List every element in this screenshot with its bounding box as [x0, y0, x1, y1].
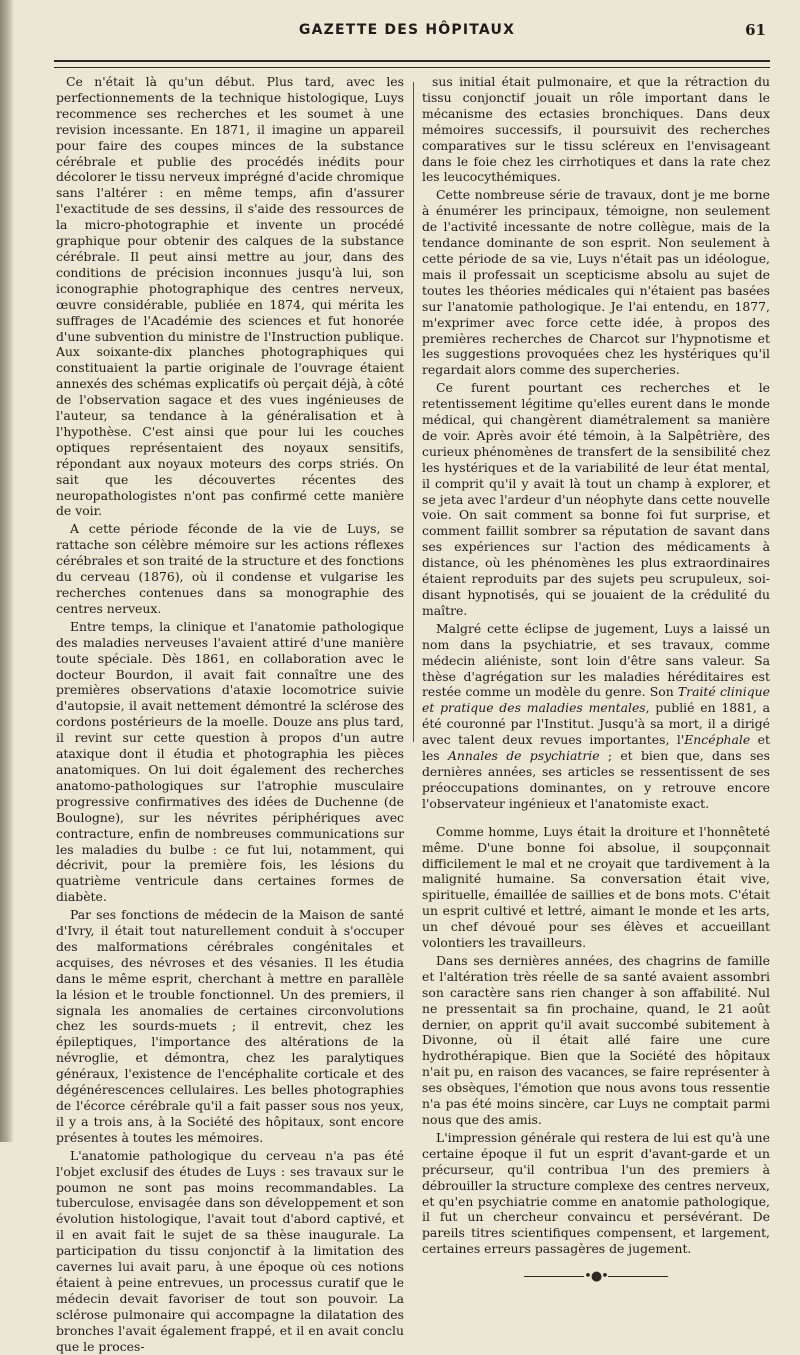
right-column: [422, 74, 770, 1285]
paragraph-gap: [422, 814, 770, 824]
paragraph: [422, 621, 770, 812]
paragraph: sus initial était pulmonaire, et que la rétraction du tissu conjonctif jouait un rôle important dans le mécanisme des ectasies bronchiques. Dans deux mémoires successifs, il poursuivit des recherches comparatives sur le tissu scléreux en l'envisageant dans le foie chez les cirrhotiques et dans la rate chez les leucocythémiques.: [422, 74, 770, 185]
header-rule: [54, 60, 770, 68]
page-header: [44, 18, 770, 48]
column-divider: [413, 82, 414, 742]
text-run: Malgré cette éclipse de jugement, Luys a laissé un nom dans la psychiatrie, et ses travaux, comme médecin aliéniste, sont loin d'être sans valeur. Sa thèse d'agrégation sur les maladies héréditaires est restée comme un modèle du genre. Son: [422, 620, 770, 700]
journal-name: Encéphale: [684, 732, 751, 748]
paragraph: Entre temps, la clinique et l'anatomie pathologique des maladies nerveuses l'avaient attiré d'une manière toute spéciale. Dès 1861, en collaboration avec le docteur Bourdon, il avait fait connaître une des premières observations d'ataxie locomotrice suivie d'autopsie, il avait nettement démontré la sclérose des cordons postérieurs de la moelle. Douze ans plus tard, il revint sur cette question à propos d'un autre ataxique dont il étudia et photographia les pièces anatomiques. On lui doit également des recherches anatomo-pathologiques sur l'atrophie musculaire progressive confirmatives des idées de Duchenne (de Boulogne), sur les névrites périphériques avec contracture, enfin de nombreuses communications sur les maladies du bulbe : ce fut lui, notamment, qui décrivit, pour la première fois, les lésions du quatrième ventricule dans certaines formes de diabète.: [56, 618, 404, 905]
left-column: [56, 74, 404, 1354]
page-binding-shadow: [0, 0, 14, 1142]
paragraph: Ce furent pourtant ces recherches et le retentissement légitime qu'elles eurent dans le monde médical, qui changèrent diamétralement sa manière de voir. Après avoir été témoin, à la Salpêtrière, des curieux phénomènes de transfert de la sensibilité chez les hystériques et de la variabilité de leur état mental, il comprit qu'il y avait là tout un champ à explorer, et se jeta avec l'ardeur d'un néophyte dans cette nouvelle voie. On sait comment sa bonne foi fut surprise, et comment faillit sombrer sa réputation de savant dans ses expériences sur l'action des médicaments à distance, où les phénomènes les plus extraordinaires étaient reproduits par des sujets peu scrupuleux, soi-disant hypnotisés, qui se jouaient de la crédulité du maître.: [422, 380, 770, 618]
paragraph: L'anatomie pathologique du cerveau n'a pas été l'objet exclusif des études de Luys : ses travaux sur le poumon ne sont pas moins recommandables. La tuberculose, envisagée dans son développement et son évolution histologique, l'avait tout d'abord captivé, et il en avait fait le sujet de sa thèse inaugurale. La participation du tissu conjonctif à la limitation des cavernes lui avait paru, à une époque où ces notions étaient à peine entrevues, un processus curatif que le médecin devait favoriser de tout son pouvoir. La sclérose pulmonaire qui accompagne la dilatation des bronches l'avait également frappé, et il en avait conclu que le proces-: [56, 1147, 404, 1354]
book-title: Traité clinique et pratique des maladies mentales: [422, 684, 770, 716]
paragraph: A cette période féconde de la vie de Luys, se rattache son célèbre mémoire sur les actions réflexes cérébrales et son traité de la structure et des fonctions du cerveau (1876), où il condense et vulgarise les recherches contenues dans sa monographie des centres nerveux.: [56, 521, 404, 616]
text-run: ; et bien que, dans ses dernières années, ses articles se ressentissent de ses préoccupations dominantes, on y retrouve encore l'observateur ingénieux et l'anatomiste exact.: [422, 748, 770, 811]
article-columns: [56, 74, 770, 1354]
paragraph: Dans ses dernières années, des chagrins de famille et l'altération très réelle de sa santé avaient assombri son caractère sans rien changer à son affabilité. Nul ne pressentait sa fin prochaine, quand, le 21 août dernier, on apprit qu'il avait succombé subitement à Divonne, où il était allé faire une cure hydrothérapique. Bien que la Société des hôpitaux n'ait pu, en raison des vacances, se faire représenter à ses obsèques, l'émotion que nous avons tous ressentie n'a pas été moins sincère, car Luys ne comptait parmi nous que des amis.: [422, 952, 770, 1127]
journal-name: Annales de psychiatrie: [447, 748, 600, 764]
paragraph: Cette nombreuse série de travaux, dont je me borne à énumérer les principaux, témoigne, non seulement de l'activité incessante de notre collègue, mais de la tendance dominante de son esprit. Non seulement à cette période de sa vie, Luys n'était pas un idéologue, mais il professait un scepticisme absolu au sujet de toutes les théories médicales qui n'étaient pas basées sur l'anatomie pathologique. Je l'ai entendu, en 1877, m'exprimer avec force cette idée, à propos des premières recherches de Charcot sur l'hypnotisme et les suggestions provoquées chez les hystériques qu'il regardait alors comme des supercheries.: [422, 187, 770, 378]
text-run: et les: [422, 732, 770, 764]
paragraph: Ce n'était là qu'un début. Plus tard, avec les perfectionnements de la technique histologique, Luys recommence ses recherches et les soumet à une revision incessante. En 1871, il imagine un appareil pour faire des coupes minces de la substance cérébrale et publie des procédés inédits pour décolorer le tissu nerveux imprégné d'acide chromique sans l'altérer : en même temps, afin d'assurer l'exactitude de ses dessins, il s'aide des ressources de la micro-photographie et invente un procédé graphique pour obtenir des calques de la substance cérébrale. Il peut ainsi mettre au jour, dans des conditions de précision inconnues jusqu'à lui, son iconographie photographique des centres nerveux, œuvre considérable, publiée en 1874, qui mérita les suffrages de l'Académie des sciences et fut honorée d'une subvention du ministre de l'Instruction publique. Aux soixante-dix planches photographiques qui constituaient la partie originale de l'ouvrage étaient annexés des schémas explicatifs où perçait déjà, à côté de l'observation sagace et des vues ingénieuses de l'auteur, sa tendance à la généralisation et à l'hypothèse. C'est ainsi que pour lui les couches optiques représentaient des noyaux sensitifs, répondant aux noyaux moteurs des corps striés. On sait que les découvertes récentes des neuropathologistes n'ont pas confirmé cette manière de voir.: [56, 74, 404, 519]
newspaper-page: [44, 18, 770, 1354]
page-number: 61: [745, 21, 766, 39]
text-run: , publié en 1881, a été couronné par l'Institut. Jusqu'à sa mort, il a dirigé avec talent deux revues importantes, l': [422, 700, 770, 748]
paragraph: L'impression générale qui restera de lui est qu'à une certaine époque il fut un esprit d'avant-garde et un précurseur, qu'il contribua l'un des premiers à débrouiller la structure complexe des centres nerveux, et qu'en psychiatrie comme en anatomie pathologique, il fut un chercheur convaincu et persévérant. De pareils titres scientifiques compensent, et largement, certaines erreurs passagères de jugement.: [422, 1129, 770, 1257]
end-ornament: •●•: [516, 1269, 676, 1285]
journal-title: GAZETTE DES HÔPITAUX: [298, 22, 516, 38]
paragraph: Comme homme, Luys était la droiture et l'honnêteté même. D'une bonne foi absolue, il soupçonnait difficilement le mal et ne croyait que tardivement à la malignité humaine. Sa conversation était vive, spirituelle, émaillée de saillies et de bons mots. C'était un esprit cultivé et lettré, aimant le monde et les arts, un chef dévoué pour ses élèves et accueillant volontiers les travailleurs.: [422, 823, 770, 951]
paragraph: Par ses fonctions de médecin de la Maison de santé d'Ivry, il était tout naturellement conduit à s'occuper des malformations cérébrales congénitales et acquises, des névroses et des vésanies. Il les étudia dans le même esprit, cherchant à mettre en parallèle la lésion et le trouble fonctionnel. Un des premiers, il signala les anomalies de certaines circonvolutions chez les sourds-muets ; il entrevit, chez les épileptiques, l'importance des altérations de la névroglie, et démontra, chez les paralytiques généraux, l'existence de l'encéphalite corticale et des dégénérescences cellulaires. Les belles photographies de l'écorce cérébrale qu'il a fait passer sous nos yeux, il y a trois ans, à la Société des hôpitaux, sont encore présentes à toutes les mémoires.: [56, 907, 404, 1145]
